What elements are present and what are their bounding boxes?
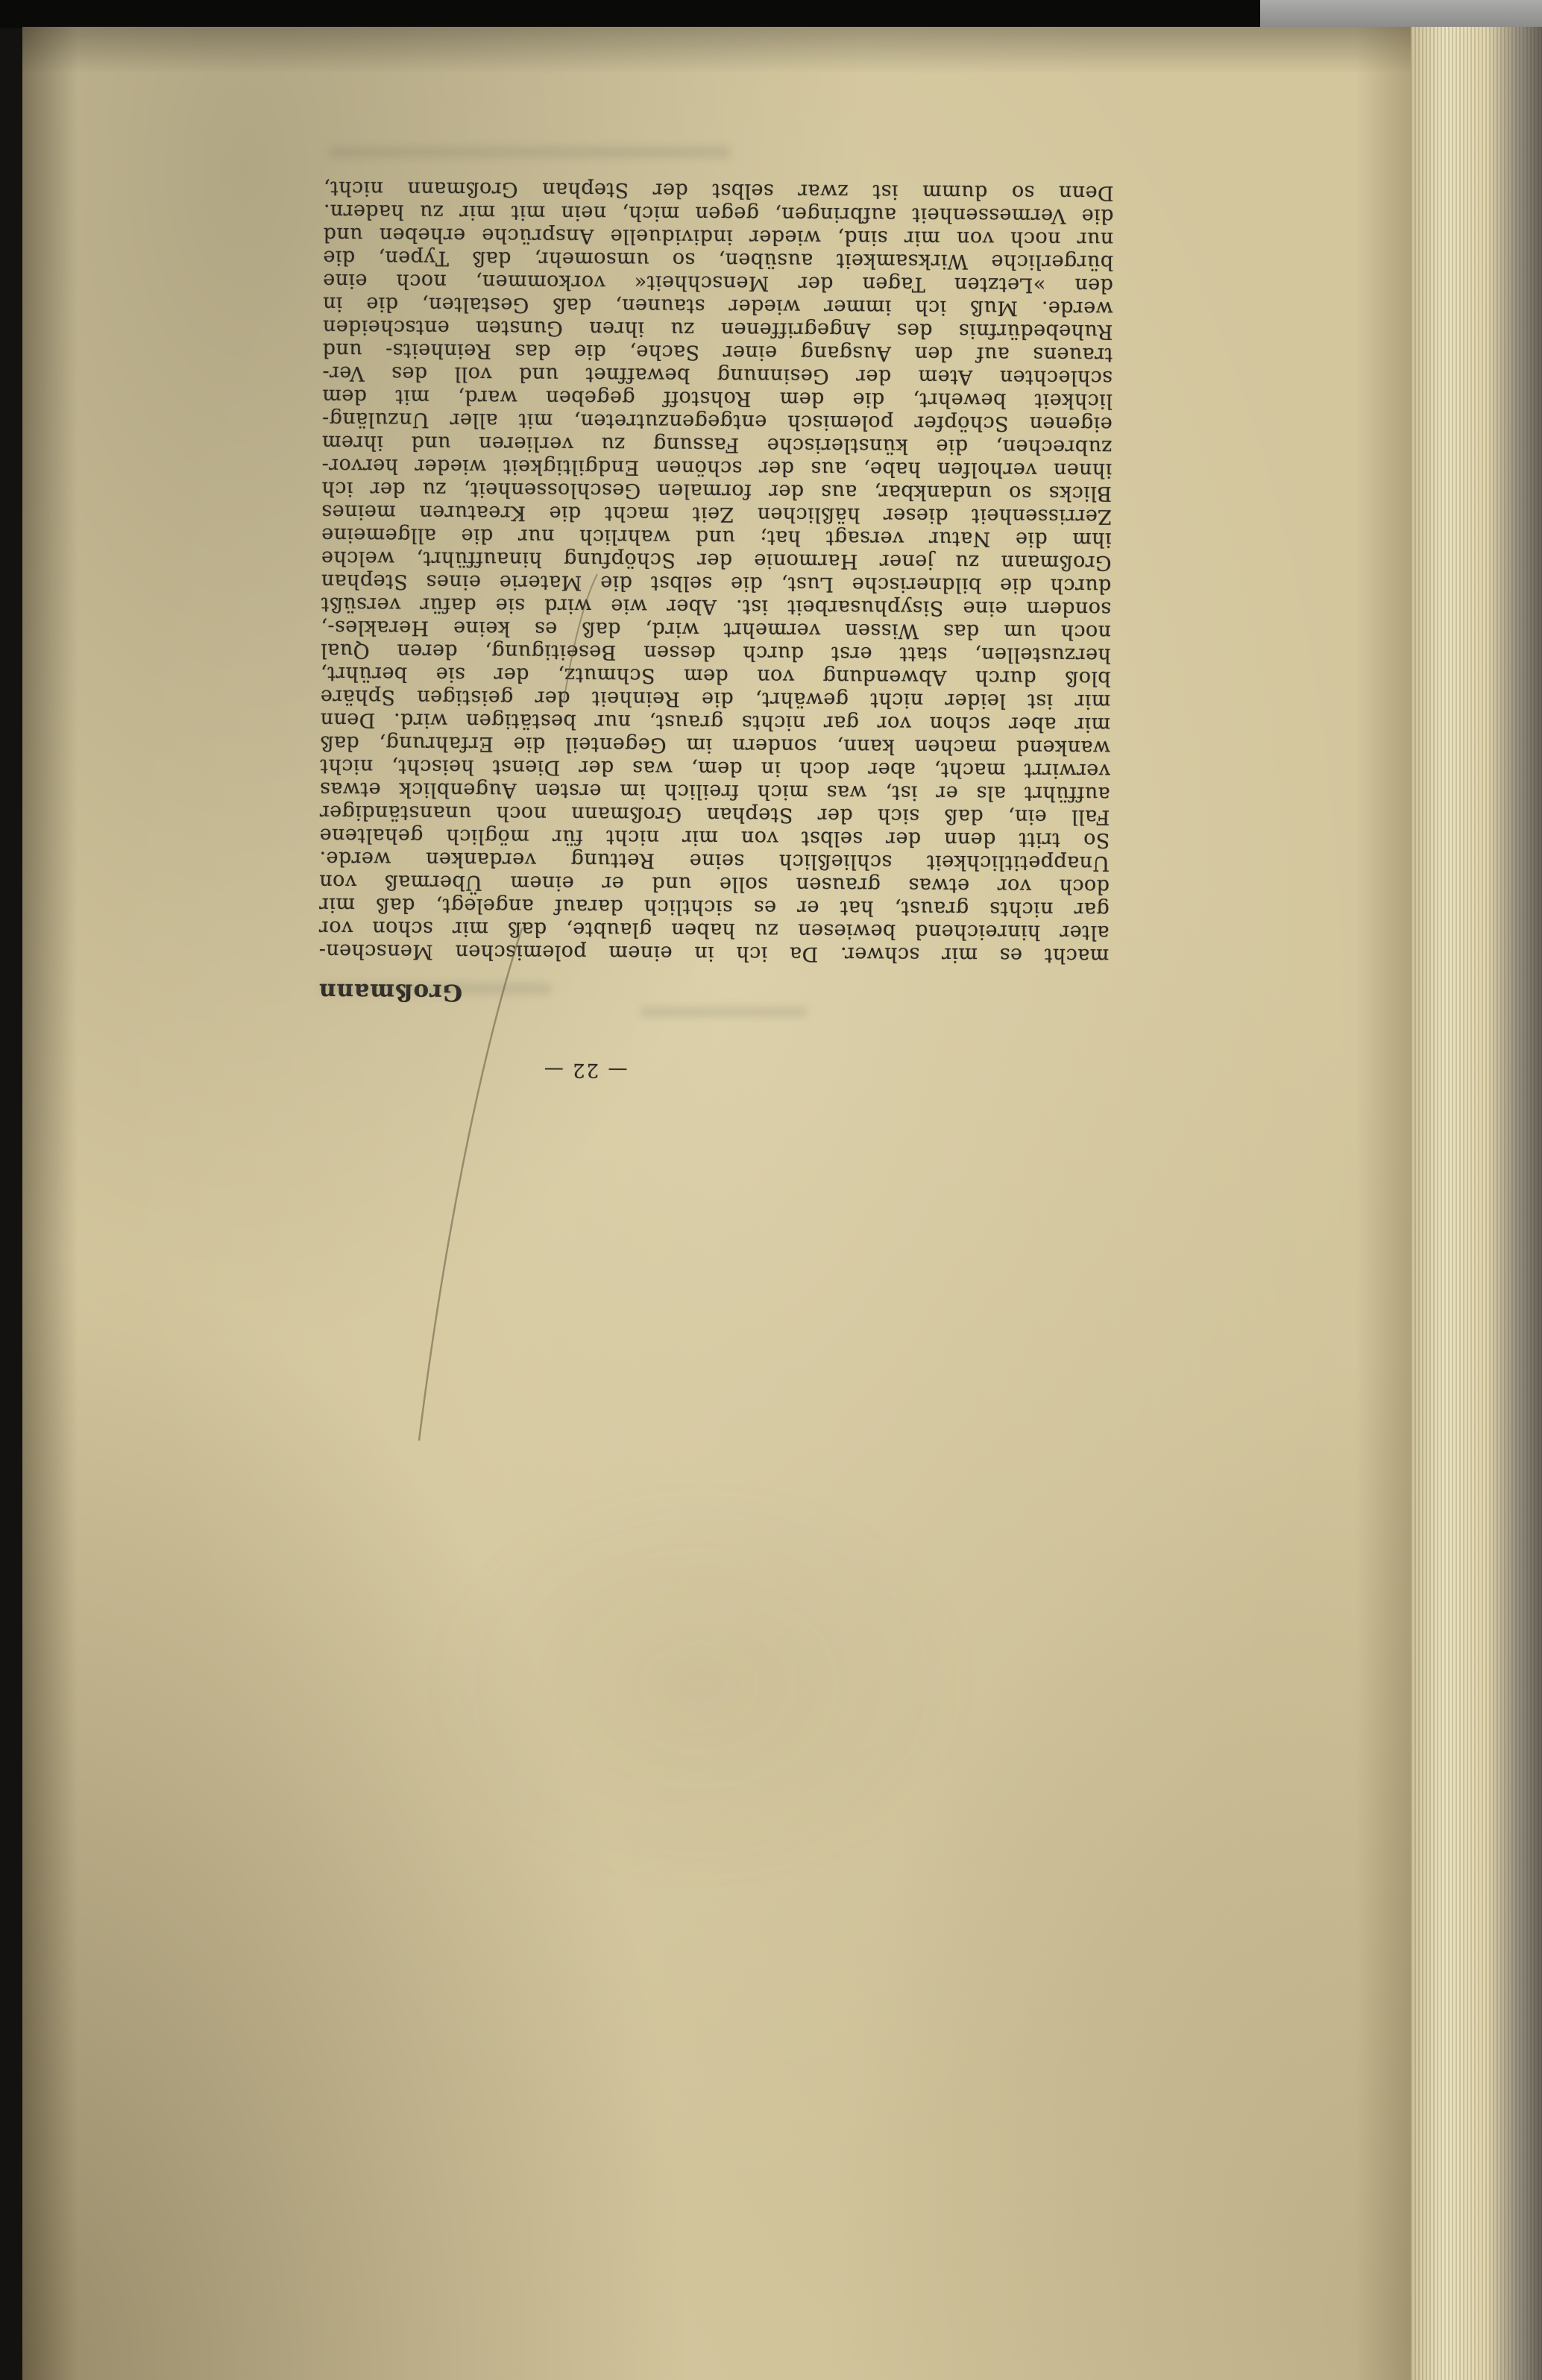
text-line: bürgerliche Wirksamkeit ausüben, so umsomehr, daß Typen, die	[322, 245, 1114, 274]
text-line: zubrechen, die künstlerische Fassung zu verlieren und ihrem	[321, 430, 1113, 459]
text-line: schlechten Atem der Gesinnung bewaffnet und voll des Ver-	[322, 361, 1113, 390]
page-number: — 22 —	[542, 1058, 628, 1082]
text-line: Unappetitlichkeit schließlich seine Rettung verdanken werde.	[319, 846, 1110, 875]
text-line: Ruhebedürfnis des Angegriffenen zu ihren Gunsten entscheiden	[322, 315, 1113, 344]
text-line: nur noch von mir sind, wieder individuelle Ansprüche erheben und	[323, 222, 1114, 251]
article-heading: Großmann	[318, 978, 463, 1006]
text-line: doch vor etwas grausen solle und er einem Übermaß von	[318, 869, 1110, 898]
text-line: aufführt als er ist, was mich freilich im ersten Augenblick etwas	[319, 777, 1110, 806]
paper-stain	[418, 1476, 984, 1894]
text-line: herzustellen, statt erst durch dessen Beseitigung, deren Qual	[320, 638, 1111, 667]
text-line: gar nichts graust, hat er es sichtlich darauf angelegt, daß mir	[318, 892, 1110, 922]
text-line: verwirrt macht, aber doch in dem, was der Dienst heischt, nicht	[319, 754, 1110, 783]
text-line: Zerrissenheit dieser häßlichen Zeit macht die Kreaturen meines	[321, 500, 1113, 529]
text-line: ihm die Natur versagt hat; und wahrlich nur die allgemeine	[321, 523, 1112, 552]
text-line: ihnen verholfen habe, aus der schönen Endgiltigkeit wieder hervor-	[321, 453, 1113, 482]
page-fore-edge	[1411, 27, 1542, 2380]
text-line: macht es mir schwer. Da ich in einem polemischen Menschen-	[318, 939, 1110, 968]
text-line: die Vermessenheit aufbringen, gegen mich, nein mit mir zu hadern.	[323, 199, 1114, 228]
text-line: mir ist leider nicht gewährt, die Reinheit der geistigen Sphäre	[320, 684, 1111, 714]
text-line: den »Letzten Tagen der Menschheit« vorkommen, noch eine	[322, 268, 1113, 298]
text-line: noch um das Wissen vermehrt wird, daß es keine Herakles-,	[320, 615, 1112, 644]
text-line: eigenen Schöpfer polemisch entgegenzutreten, mit aller Unzuläng-	[321, 407, 1113, 436]
text-line: bloß durch Abwendung von dem Schmutz, der sie berührt,	[320, 661, 1111, 690]
text-line: sondern eine Sisyphusarbeit ist. Aber wie wird sie dafür versüßt	[321, 592, 1112, 621]
text-line: alter hinreichend bewiesen zu haben glaubte, daß mir schon vor	[318, 916, 1110, 945]
page-content-rotated	[318, 177, 1113, 1084]
text-line: wankend machen kann, sondern im Gegenteil die Erfahrung, daß	[319, 731, 1111, 760]
text-line: trauens auf den Ausgang einer Sache, die das Reinheits- und	[322, 338, 1113, 367]
text-line: Denn so dumm ist zwar selbst der Stephan Großmann nicht,	[323, 176, 1114, 205]
text-line: werde. Muß ich immer wieder staunen, daß Gestalten, die in	[322, 292, 1113, 321]
bleed-through-smudge	[640, 1007, 808, 1017]
text-line: mir aber schon vor gar nichts graust, nur bestätigen wird. Denn	[320, 708, 1111, 737]
text-line: durch die bildnerische Lust, die selbst die Materie eines Stephan	[321, 569, 1112, 598]
text-line: Großmann zu jener Harmonie der Schöpfung hinaufführt, welche	[321, 546, 1112, 575]
bleed-through-smudge	[321, 983, 552, 995]
text-line: So tritt denn der selbst von mir nicht für möglich gehaltene	[319, 823, 1110, 852]
bleed-through-smudge	[328, 146, 731, 158]
book-page	[22, 27, 1411, 2380]
body-text	[318, 177, 1113, 967]
text-line: lichkeit bewehrt, die dem Rohstoff gegeben ward, mit dem	[321, 384, 1113, 413]
text-line: Fall ein, daß sich der Stephan Großmann noch unanständiger	[319, 800, 1110, 829]
text-line: Blicks so undankbar, aus der formalen Geschlossenheit, zu der ich	[321, 476, 1113, 506]
